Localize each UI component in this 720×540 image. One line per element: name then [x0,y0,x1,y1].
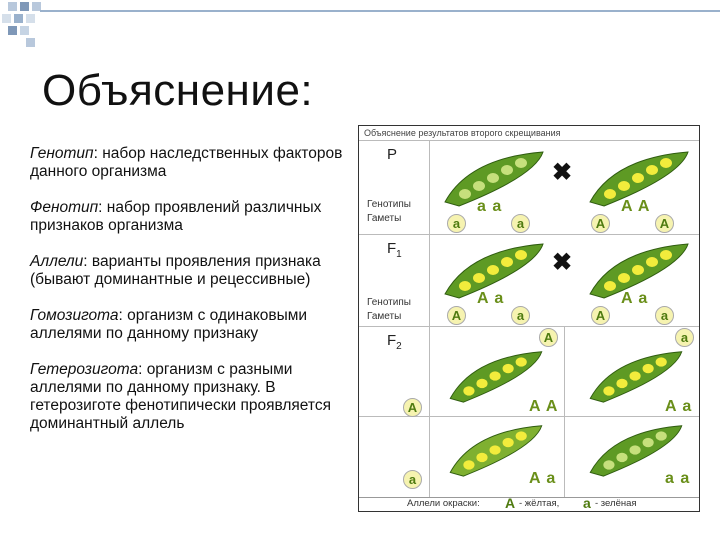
pea-cross-diagram [358,125,700,512]
genotype-f2-Aa-bottom: A a [529,470,557,487]
generation-f1-letter: F [387,240,397,257]
definition-text: : варианты проявления признака (бывают доминантные и рецессивные) [30,253,321,288]
row-labels-p [367,198,411,226]
grid-line [429,140,430,497]
definition-text: : набор проявлений различных признаков организма [30,199,322,234]
definition-alleles [30,253,350,289]
term-genotype: Генотип [30,145,94,162]
gamete: a [675,328,694,347]
decorative-squares [0,0,60,48]
genotype-f2-AA: A A [529,398,559,415]
genotype-f1-right: A a [621,290,649,307]
genotype-p-left: a a [477,198,503,215]
term-alleles: Аллели [30,253,84,270]
grid-line [359,326,699,327]
generation-f2-sub: 2 [396,341,402,352]
pod-f2-Aa-top [581,348,691,404]
genotype-f2-Aa-top: A a [665,398,693,415]
grid-line [359,140,699,141]
cross-symbol-f1: ✖ [552,249,573,276]
allele-legend [359,497,699,512]
definition-genotype [30,145,350,181]
definition-text: : набор наследственных факторов данного организма [30,145,343,180]
definitions-list [30,145,350,451]
gamete: A [447,306,466,325]
term-heterozygote: Гетерозигота [30,361,139,378]
row-label-genotypes: Генотипы [367,297,411,308]
row-label-genotypes: Генотипы [367,199,411,210]
gamete: A [539,328,558,347]
genotype-p-right: A A [621,198,651,215]
gamete: a [511,306,530,325]
definition-heterozygote [30,361,350,433]
generation-f1-label [387,240,402,260]
gamete: a [447,214,466,233]
figure-caption: Объяснение результатов второго скрещивания [364,128,561,138]
term-phenotype: Фенотип [30,199,99,216]
slide-title: Объяснение: [42,66,314,115]
legend-recessive-symbol: a [583,495,591,511]
gamete: a [403,470,422,489]
generation-p-label: P [387,146,398,163]
row-label-gametes: Гаметы [367,311,402,322]
gamete: A [591,306,610,325]
generation-f1-sub: 1 [396,249,402,260]
cross-symbol-p: ✖ [552,159,573,186]
gamete: a [655,306,674,325]
term-homozygote: Гомозигота [30,307,119,324]
header-rule [40,10,720,12]
genotype-f1-left: A a [477,290,505,307]
definition-homozygote [30,307,350,343]
legend-recessive-text: - зелёная [595,498,637,509]
generation-f2-label [387,332,402,352]
pod-f2-AA [441,348,551,404]
gamete: a [511,214,530,233]
row-labels-f1 [367,296,411,324]
legend-dominant-symbol: A [505,495,516,511]
definition-text: : организм с одинаковыми аллелями по данному признаку [30,307,308,342]
grid-line [564,326,565,497]
gamete: A [403,398,422,417]
gamete: A [655,214,674,233]
legend-prefix: Аллели окраски: [407,498,480,509]
definition-text: : организм с разными аллелями по данному признаку. В гетерозиготе фенотипически проявляется доминантный аллель [30,361,331,432]
grid-line [359,234,699,235]
definition-phenotype [30,199,350,235]
gamete: A [591,214,610,233]
generation-f2-letter: F [387,332,397,349]
legend-dominant-text: - жёлтая, [519,498,560,509]
genotype-f2-aa: a a [665,470,691,487]
row-label-gametes: Гаметы [367,213,402,224]
